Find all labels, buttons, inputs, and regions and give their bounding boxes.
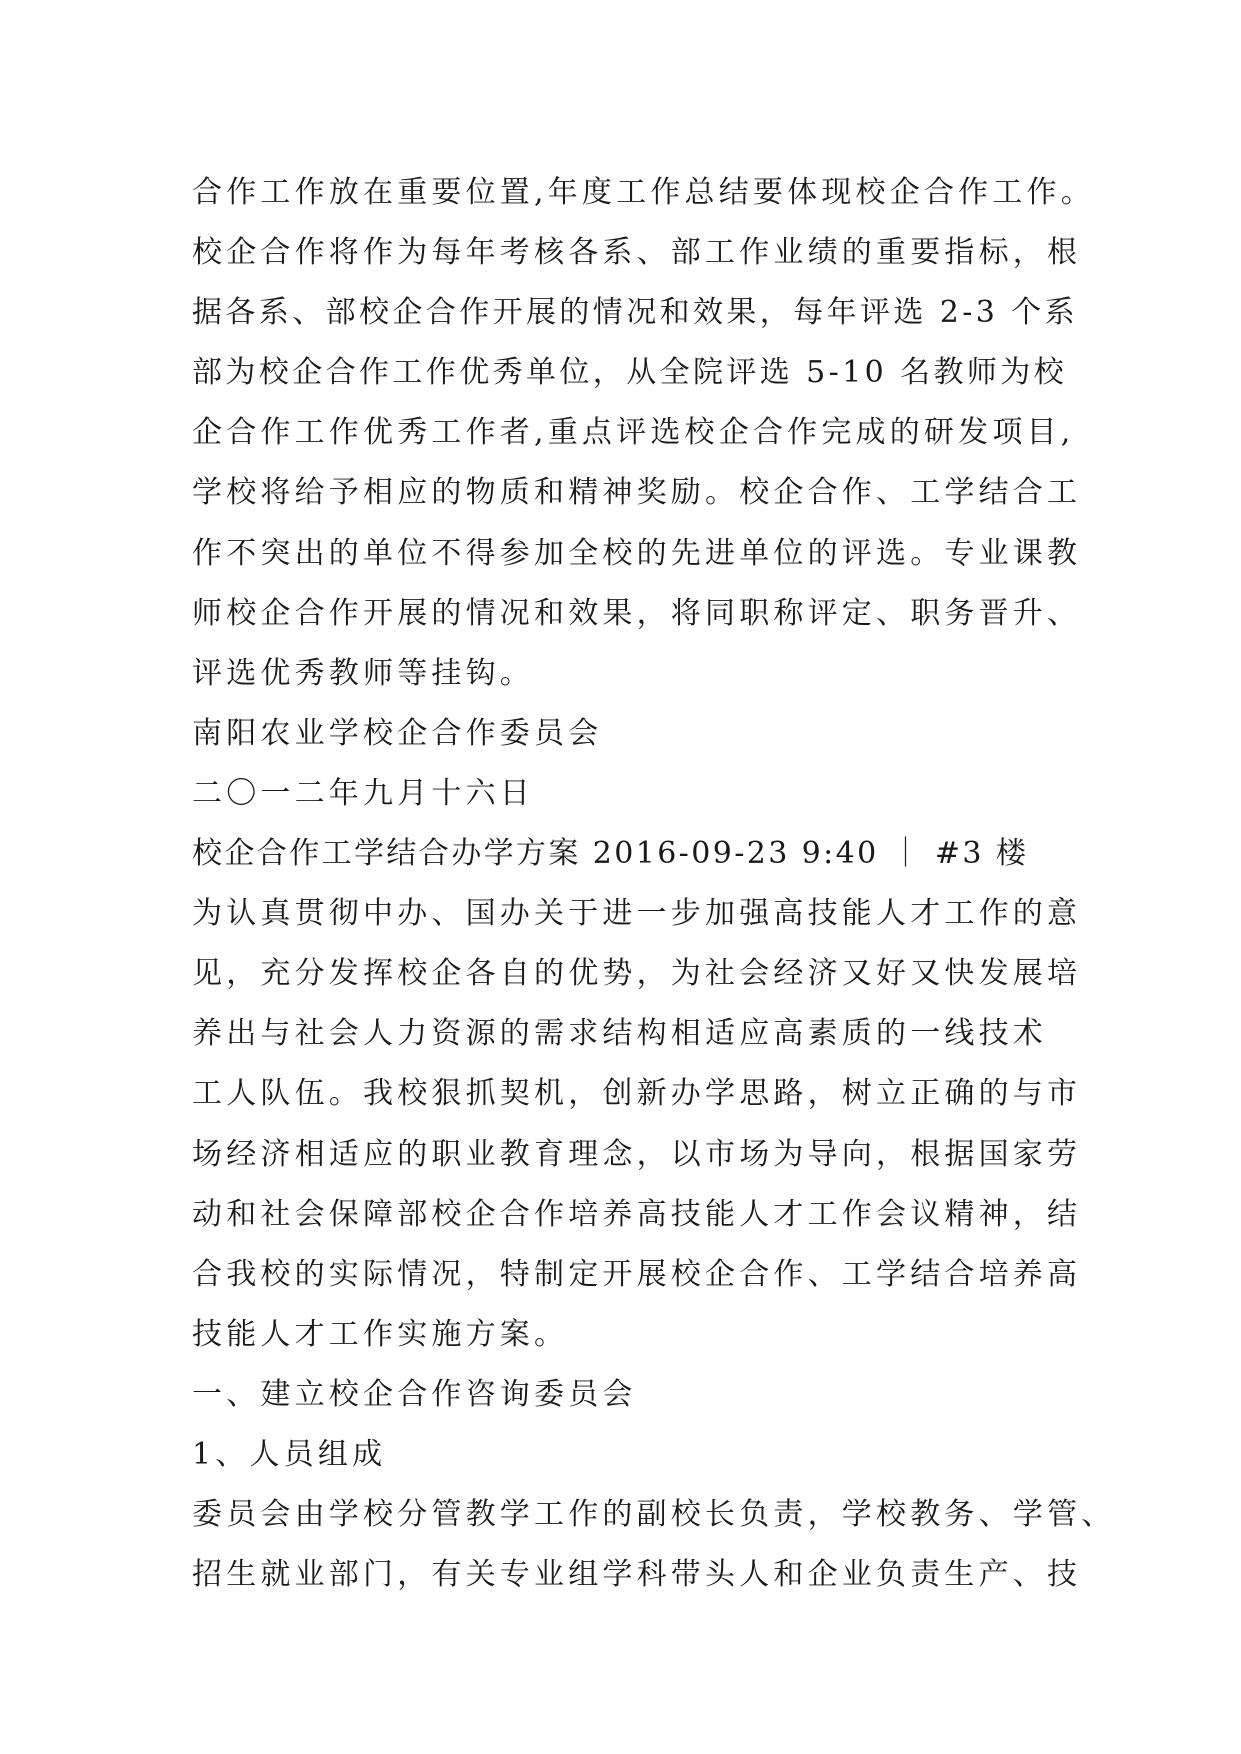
text-line: 委员会由学校分管教学工作的副校长负责，学校教务、学管、	[192, 1497, 1116, 1533]
text-line: 评选优秀教师等挂钩。	[192, 655, 534, 691]
text-line: 技能人才工作实施方案。	[192, 1316, 569, 1352]
text-line: 见，充分发挥校企各自的优势，为社会经济又好又快发展培	[192, 956, 1082, 992]
text-line: 动和社会保障部校企合作培养高技能人才工作会议精神，结	[192, 1196, 1082, 1232]
text-line: 为认真贯彻中办、国办关于进一步加强高技能人才工作的意	[192, 896, 1082, 932]
text-line: 作不突出的单位不得参加全校的先进单位的评选。专业课教	[192, 535, 1082, 571]
section-heading: 一、建立校企合作咨询委员会	[192, 1376, 637, 1412]
text-line: 招生就业部门，有关专业组学科带头人和企业负责生产、技	[192, 1557, 1082, 1593]
text-line: 据各系、部校企合作开展的情况和效果，每年评选 2-3 个系	[192, 295, 1078, 331]
document-body	[192, 163, 1116, 1605]
text-line: 企合作工作优秀工作者,重点评选校企合作完成的研发项目,	[192, 415, 1075, 451]
text-line: 部为校企合作工作优秀单位，从全院评选 5-10 名教师为校	[192, 355, 1068, 391]
text-line: 合我校的实际情况，特制定开展校企合作、工学结合培养高	[192, 1256, 1082, 1292]
signature-date: 二〇一二年九月十六日	[192, 775, 534, 811]
text-line: 学校将给予相应的物质和精神奖励。校企合作、工学结合工	[192, 475, 1082, 511]
text-line: 师校企合作开展的情况和效果，将同职称评定、职务晋升、	[192, 595, 1082, 631]
signature-organization: 南阳农业学校企合作委员会	[192, 715, 603, 751]
text-line: 工人队伍。我校狠抓契机，创新办学思路，树立正确的与市	[192, 1076, 1082, 1112]
text-line: 校企合作将作为每年考核各系、部工作业绩的重要指标，根	[192, 235, 1082, 271]
subsection-heading: 1、人员组成	[192, 1436, 387, 1472]
text-line: 合作工作放在重要位置,年度工作总结要体现校企合作工作。	[192, 175, 1095, 210]
text-line: 场经济相适应的职业教育理念，以市场为导向，根据国家劳	[192, 1136, 1082, 1172]
post-header: 校企合作工学结合办学方案 2016-09-23 9:40 ｜ #3 楼	[192, 836, 1029, 872]
text-line: 养出与社会人力资源的需求结构相适应高素质的一线技术	[192, 1016, 1047, 1052]
